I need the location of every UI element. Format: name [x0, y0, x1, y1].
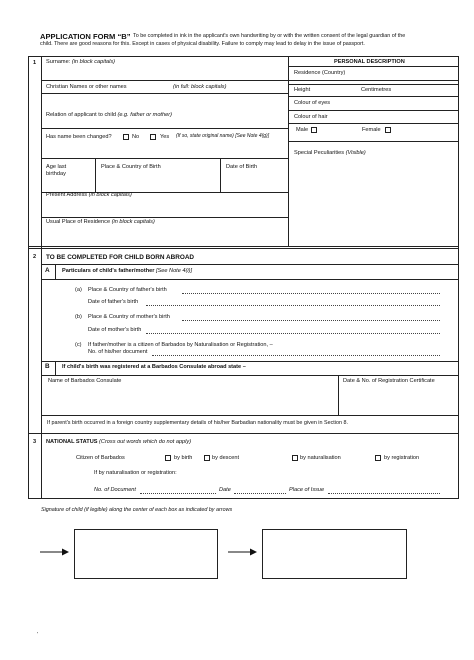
document-no-label: No. of Document: [94, 487, 136, 493]
section3-document-no-field[interactable]: [140, 493, 216, 494]
signature-caption: Signature of child (if legible) along the center of each box as indicated by arrows: [41, 507, 233, 513]
centimetres-label: Centimetres: [361, 87, 392, 93]
item-b-marker: (b): [75, 314, 82, 320]
section-3-number: 3: [33, 439, 37, 445]
usual-residence-label: Usual Place of Residence (in block capitals): [46, 219, 155, 225]
father-birthplace-field[interactable]: [182, 293, 440, 294]
name-changed-hint: (If so, state original name) [See Note 4(g)]: [176, 133, 270, 139]
date-of-birth-label: Date of Birth: [226, 164, 258, 170]
section-2-number: 2: [33, 254, 37, 260]
male-checkbox[interactable]: [311, 127, 317, 133]
residence-country-label: Residence (Country): [294, 70, 346, 76]
status-date-field[interactable]: [234, 493, 286, 494]
item-c-marker: (c): [75, 342, 82, 348]
mother-birthplace-field[interactable]: [182, 320, 440, 321]
female-checkbox[interactable]: [385, 127, 391, 133]
eye-colour-label: Colour of eyes: [294, 100, 331, 106]
foreign-birth-note: If parent's birth occurred in a foreign country supplementary details of his/her Barbadian nationality must be given in Section 8.: [47, 420, 348, 426]
arrow-right-icon: [40, 547, 70, 557]
signature-box-2[interactable]: [262, 529, 407, 579]
national-status-title: NATIONAL STATUS (Cross out words which do not apply): [46, 439, 192, 445]
form-title: APPLICATION FORM “B”: [40, 32, 131, 41]
item-a-marker: (a): [75, 287, 82, 293]
mother-birthdate-label: Date of mother's birth: [88, 327, 142, 333]
surname-label: Surname: (in block capitals): [46, 59, 116, 65]
present-address-label: Present Address (in block capitals): [46, 192, 132, 198]
male-label: Male: [296, 127, 309, 133]
christian-names-label: Christian Names or other names: [46, 84, 127, 90]
citizen-of-barbados-label: Citizen of Barbados: [76, 455, 125, 461]
father-birthplace-label: Place & Country of father's birth: [88, 287, 167, 293]
birthday-label: birthday: [46, 171, 66, 177]
subsection-b-title: If child's birth was registered at a Barbados Consulate abroad state –: [62, 364, 246, 370]
subsection-a-letter: A: [45, 267, 50, 274]
special-peculiarities-label: Special Peculiarities (Visible): [294, 150, 366, 156]
naturalisation-registration-label: If by naturalisation or registration:: [94, 470, 177, 476]
by-naturalisation-checkbox[interactable]: [292, 455, 298, 461]
christian-names-field[interactable]: [41, 93, 288, 108]
relation-label: Relation of applicant to child (e.g. father or mother): [46, 112, 172, 118]
name-changed-yes-checkbox[interactable]: [150, 134, 156, 140]
height-label: Height: [294, 87, 311, 93]
arrow-right-icon: [228, 547, 258, 557]
place-country-birth-label: Place & Country of Birth: [101, 164, 161, 170]
by-naturalisation-label: by naturalisation: [300, 455, 341, 461]
name-changed-yes-label: Yes: [160, 134, 170, 140]
christian-names-hint: (in full: block capitals): [173, 84, 227, 90]
name-changed-no-checkbox[interactable]: [123, 134, 129, 140]
father-birthdate-field[interactable]: [146, 305, 440, 306]
mother-birthdate-field[interactable]: [146, 333, 440, 334]
place-of-issue-field[interactable]: [328, 493, 440, 494]
status-date-label: Date: [219, 487, 231, 493]
name-changed-no-label: No: [132, 134, 140, 140]
by-registration-label: by registration: [384, 455, 420, 461]
name-changed-label: Has name been changed?: [46, 134, 112, 140]
by-registration-checkbox[interactable]: [375, 455, 381, 461]
female-label: Female: [362, 127, 381, 133]
subsection-a-title: Particulars of child's father/mother [See Note 4(i)]: [62, 268, 193, 274]
mother-birthplace-label: Place & Country of mother's birth: [88, 314, 170, 320]
section-2-title: TO BE COMPLETED FOR CHILD BORN ABROAD: [46, 254, 195, 261]
by-birth-label: by birth: [174, 455, 193, 461]
consulate-name-label: Name of Barbados Consulate: [48, 378, 122, 384]
footer-mark: ': [37, 632, 39, 638]
header-instruction-1: To be completed in ink in the applicant's own handwriting by or with the written consent of the legal guardian of the: [133, 32, 406, 39]
subsection-b-letter: B: [45, 363, 50, 370]
father-birthdate-label: Date of father's birth: [88, 299, 139, 305]
registration-date-label: Date & No. of Registration Certificate: [343, 378, 435, 384]
header-instruction-2: child. There are good reasons for this. Except in cases of physical disability. Failure to comply may lead to delay in the issue of passport.: [40, 41, 365, 47]
age-last-label: Age last: [46, 164, 67, 170]
by-birth-checkbox[interactable]: [165, 455, 171, 461]
hair-colour-label: Colour of hair: [294, 114, 328, 120]
naturalisation-text: If father/mother is a citizen of Barbados by Naturalisation or Registration, –: [88, 342, 273, 348]
document-number-label: No. of his/her document: [88, 349, 148, 355]
document-number-field[interactable]: [152, 355, 440, 356]
by-descent-label: by descent: [212, 455, 240, 461]
section-1-number: 1: [33, 60, 37, 66]
personal-description-header: PERSONAL DESCRIPTION: [334, 59, 405, 65]
signature-box-1[interactable]: [74, 529, 218, 579]
by-descent-checkbox[interactable]: [204, 455, 210, 461]
place-of-issue-label: Place of Issue: [289, 487, 325, 493]
